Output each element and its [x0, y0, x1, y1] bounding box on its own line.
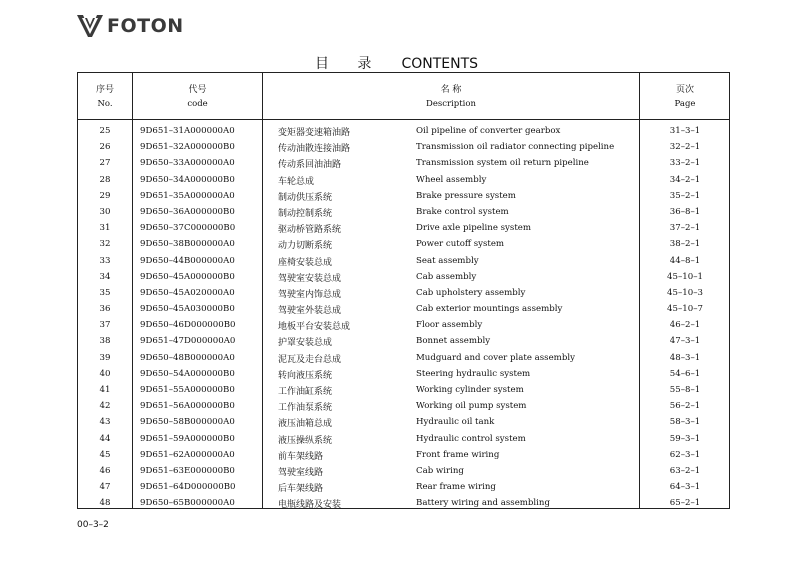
row-code: 9D650–45A020000A0: [140, 287, 235, 298]
header-page-en: Page: [674, 99, 696, 109]
row-code: 9D651–59A000000B0: [140, 433, 235, 444]
row-number: 43: [99, 417, 111, 428]
row-name-en: Power cutoff system: [416, 239, 505, 250]
row-number: 35: [99, 287, 111, 298]
header-no-en: No.: [97, 99, 113, 109]
header-divider: [78, 119, 729, 120]
row-name-en: Cab upholstery assembly: [416, 287, 526, 298]
row-code: 9D650–34A000000B0: [140, 174, 235, 185]
foton-emblem-icon: [77, 15, 103, 37]
table-row: [78, 334, 729, 350]
row-name-cn: 传动系回油油路: [278, 160, 342, 171]
row-number: 42: [99, 401, 111, 412]
row-number: 25: [99, 126, 111, 136]
row-name-en: Transmission oil radiator connecting pipeline: [416, 142, 615, 153]
row-page: 48–3–1: [669, 352, 701, 363]
row-number: 45: [99, 449, 111, 460]
row-name-cn: 变矩器变速箱油路: [278, 128, 351, 138]
row-name-cn: 驾驶室内饰总成: [278, 289, 342, 300]
table-row: [78, 351, 729, 367]
row-name-en: Drive axle pipeline system: [416, 223, 532, 234]
row-name-en: Oil pipeline of converter gearbox: [416, 126, 561, 136]
row-code: 9D651–62A000000A0: [140, 449, 235, 460]
row-number: 33: [99, 255, 111, 266]
row-name-en: Hydraulic control system: [416, 433, 526, 444]
row-name-cn: 工作油泵系统: [278, 403, 333, 414]
row-code: 9D650–65B000000A0: [140, 498, 235, 509]
row-name-en: Steering hydraulic system: [416, 368, 531, 379]
title-cn: 目 录: [314, 56, 384, 72]
header-description-en: Description: [426, 99, 476, 109]
row-name-en: Front frame wiring: [416, 449, 500, 460]
row-name-cn: 前车架线路: [278, 451, 324, 462]
row-page: 46–2–1: [669, 320, 701, 331]
header-code-en: code: [187, 99, 208, 109]
row-page: 36–8–1: [669, 206, 701, 217]
row-page: 54–6–1: [669, 368, 701, 379]
table-row: [78, 221, 729, 237]
row-code: 9D650–33A000000A0: [140, 158, 235, 169]
table-row: [78, 237, 729, 253]
row-name-en: Wheel assembly: [416, 174, 487, 185]
row-number: 28: [99, 174, 111, 185]
table-row: [78, 496, 729, 512]
row-page: 38–2–1: [669, 239, 701, 250]
row-name-cn: 制动供压系统: [278, 192, 333, 203]
row-code: 9D650–37C000000B0: [140, 223, 236, 234]
row-name-cn: 后车架线路: [278, 484, 324, 495]
row-page: 59–3–1: [669, 433, 701, 444]
table-row: [78, 464, 729, 480]
contents-table: [77, 72, 730, 509]
page-title: [0, 53, 793, 73]
foton-logo: [77, 14, 184, 38]
table-row: [78, 448, 729, 464]
row-number: 31: [99, 223, 111, 234]
row-name-en: Rear frame wiring: [416, 482, 496, 493]
table-row: [78, 156, 729, 172]
row-code: 9D651–64D000000B0: [140, 482, 236, 493]
row-page: 65–2–1: [669, 498, 701, 509]
row-code: 9D651–31A000000A0: [140, 126, 235, 136]
row-code: 9D651–32A000000B0: [140, 142, 235, 153]
table-row: [78, 302, 729, 318]
row-code: 9D650–36A000000B0: [140, 206, 235, 217]
page-number: 00–3–2: [77, 520, 109, 530]
row-number: 48: [99, 498, 111, 509]
table-row: [78, 254, 729, 270]
row-name-cn: 护罩安装总成: [278, 338, 333, 349]
table-row: [78, 383, 729, 399]
row-number: 26: [99, 142, 111, 153]
logo-text: FOTON: [107, 15, 184, 37]
row-page: 37–2–1: [669, 223, 701, 234]
table-row: [78, 124, 729, 140]
row-name-cn: 车轮总成: [278, 176, 315, 187]
table-row: [78, 415, 729, 431]
row-name-en: Cab wiring: [416, 465, 464, 476]
row-page: 58–3–1: [669, 417, 701, 428]
row-code: 9D650–45A030000B0: [140, 304, 235, 315]
row-name-en: Brake control system: [416, 206, 509, 217]
table-body: [78, 124, 729, 513]
row-number: 39: [99, 352, 111, 363]
row-page: 45–10–1: [667, 271, 703, 282]
row-name-cn: 电瓶线路及安装: [278, 500, 342, 511]
row-number: 27: [99, 158, 111, 169]
row-name-cn: 工作油缸系统: [278, 387, 333, 397]
row-code: 9D651–56A000000B0: [140, 401, 235, 412]
table-row: [78, 270, 729, 286]
row-page: 64–3–1: [669, 482, 701, 493]
row-name-en: Working oil pump system: [416, 401, 527, 412]
row-name-en: Hydraulic oil tank: [416, 417, 495, 428]
row-page: 55–8–1: [669, 385, 701, 395]
row-name-cn: 液压油箱总成: [278, 419, 333, 430]
row-number: 34: [99, 271, 111, 282]
row-page: 47–3–1: [669, 336, 701, 347]
row-page: 31–3–1: [669, 126, 701, 136]
row-code: 9D650–45A000000B0: [140, 271, 235, 282]
row-name-cn: 泥瓦及走台总成: [278, 354, 342, 365]
row-name-cn: 转向液压系统: [278, 370, 333, 381]
row-name-cn: 驾驶室安装总成: [278, 273, 342, 284]
table-row: [78, 318, 729, 334]
row-name-en: Seat assembly: [416, 255, 479, 266]
header-page: [640, 83, 730, 111]
row-code: 9D651–47D000000A0: [140, 336, 236, 347]
row-page: 56–2–1: [669, 401, 701, 412]
table-row: [78, 140, 729, 156]
table-row: [78, 173, 729, 189]
table-row: [78, 367, 729, 383]
row-name-en: Floor assembly: [416, 320, 483, 331]
row-page: 45–10–3: [667, 287, 703, 298]
row-name-cn: 液压操纵系统: [278, 435, 333, 446]
header-no-cn: 序号: [95, 85, 114, 95]
row-code: 9D650–54A000000B0: [140, 368, 235, 379]
row-page: 63–2–1: [669, 465, 701, 476]
row-code: 9D651–63E000000B0: [140, 465, 235, 476]
row-number: 47: [99, 482, 111, 493]
header-code-cn: 代号: [188, 85, 207, 95]
header-description: [263, 83, 639, 111]
table-row: [78, 189, 729, 205]
row-page: 34–2–1: [669, 174, 701, 185]
row-number: 32: [99, 239, 111, 250]
row-page: 33–2–1: [669, 158, 701, 169]
row-code: 9D651–55A000000B0: [140, 385, 235, 395]
row-name-en: Cab exterior mountings assembly: [416, 304, 563, 315]
header-description-cn: 名 称: [440, 85, 462, 95]
row-name-en: Transmission system oil return pipeline: [416, 158, 589, 169]
row-number: 37: [99, 320, 111, 331]
row-page: 62–3–1: [669, 449, 701, 460]
row-name-en: Battery wiring and assembling: [416, 498, 550, 509]
row-code: 9D650–58B000000A0: [140, 417, 235, 428]
row-number: 30: [99, 206, 111, 217]
row-name-cn: 传动油散连接油路: [278, 144, 351, 155]
row-name-cn: 制动控制系统: [278, 208, 333, 219]
row-code: 9D650–38B000000A0: [140, 239, 235, 250]
title-en: CONTENTS: [401, 56, 479, 72]
table-row: [78, 286, 729, 302]
row-page: 32–2–1: [669, 142, 701, 153]
table-row: [78, 432, 729, 448]
row-name-cn: 驾驶室外装总成: [278, 306, 342, 317]
row-page: 44–8–1: [669, 255, 701, 266]
table-row: [78, 205, 729, 221]
row-number: 46: [99, 465, 111, 476]
row-name-en: Brake pressure system: [416, 190, 516, 201]
table-row: [78, 480, 729, 496]
row-page: 35–2–1: [669, 190, 701, 201]
row-name-cn: 地板平台安装总成: [278, 322, 351, 333]
row-name-cn: 动力切断系统: [278, 241, 333, 252]
row-number: 36: [99, 304, 111, 315]
row-number: 41: [99, 385, 111, 395]
row-code: 9D650–48B000000A0: [140, 352, 235, 363]
row-number: 29: [99, 190, 111, 201]
row-code: 9D650–46D000000B0: [140, 320, 236, 331]
row-name-en: Mudguard and cover plate assembly: [416, 352, 575, 363]
header-no: [78, 83, 132, 111]
row-page: 45–10–7: [667, 304, 703, 315]
row-name-cn: 驱动桥管路系统: [278, 225, 342, 236]
table-row: [78, 399, 729, 415]
row-number: 44: [99, 433, 111, 444]
row-name-en: Working cylinder system: [416, 385, 524, 395]
row-name-cn: 座椅安装总成: [278, 257, 333, 268]
row-name-en: Cab assembly: [416, 271, 477, 282]
row-name-en: Bonnet assembly: [416, 336, 491, 347]
row-number: 40: [99, 368, 111, 379]
row-name-cn: 驾驶室线路: [278, 467, 324, 478]
row-number: 38: [99, 336, 111, 347]
header-page-cn: 页次: [675, 85, 694, 95]
header-code: [133, 83, 262, 111]
row-code: 9D650–44B000000A0: [140, 255, 235, 266]
row-code: 9D651–35A000000A0: [140, 190, 235, 201]
